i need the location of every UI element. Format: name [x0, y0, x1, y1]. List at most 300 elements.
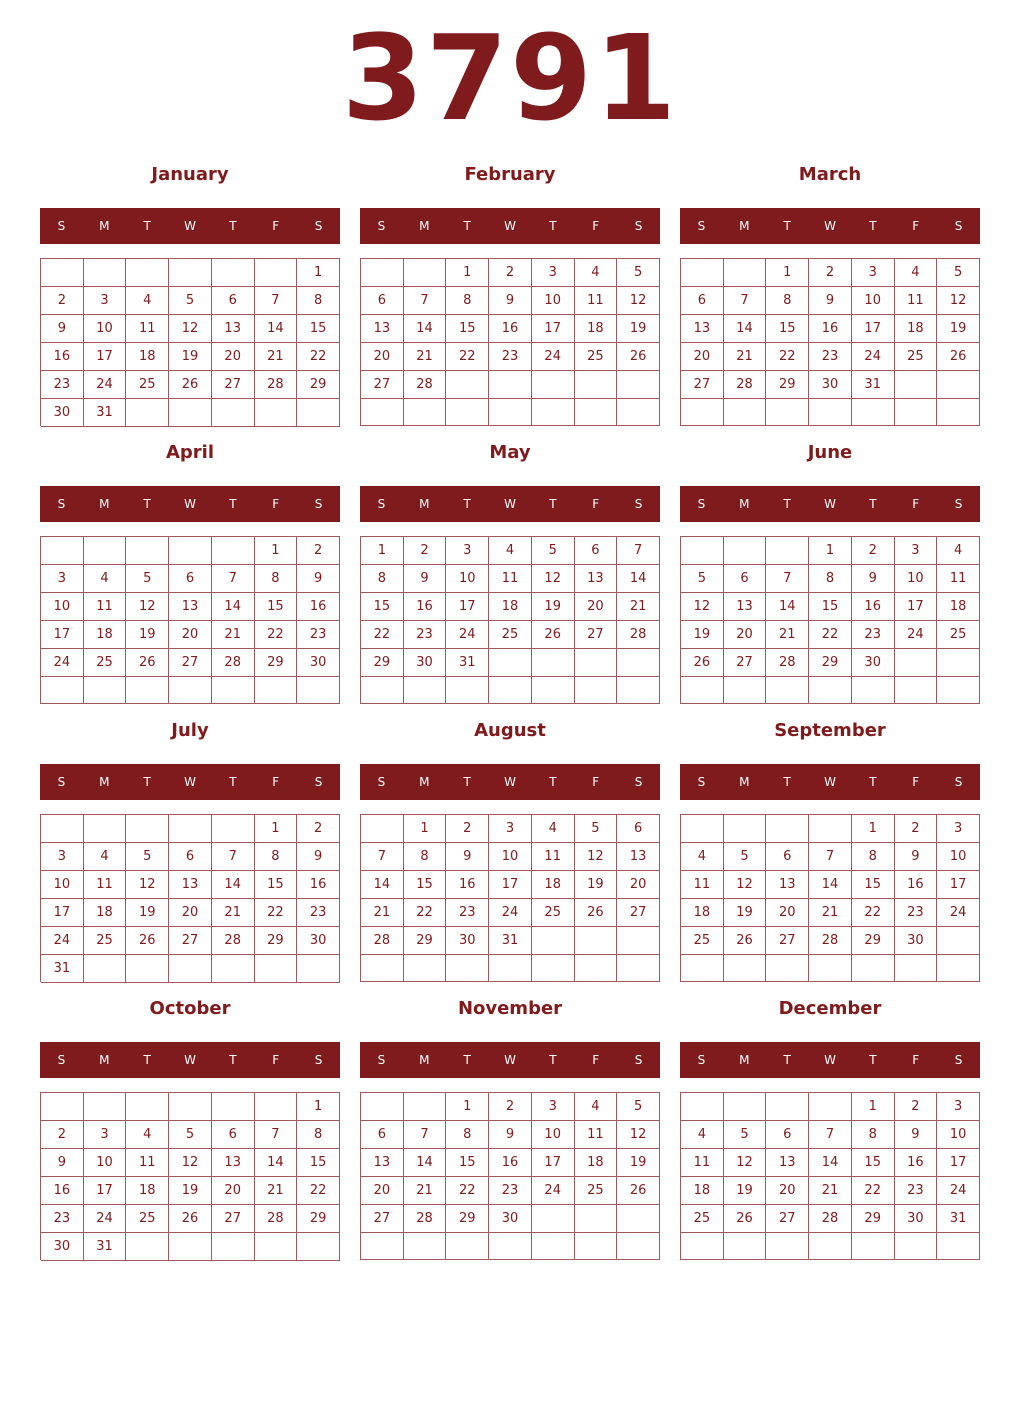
empty-day-cell: [126, 537, 169, 565]
empty-day-cell: [361, 1233, 404, 1260]
day-cell: 3: [852, 259, 895, 287]
empty-day-cell: [895, 399, 938, 426]
weekday-label: S: [954, 1053, 963, 1067]
empty-day-cell: [895, 677, 938, 704]
empty-day-cell: [41, 815, 84, 843]
day-cell: 4: [681, 843, 724, 871]
day-cell: 12: [937, 287, 980, 315]
weekday-label: M: [99, 497, 110, 511]
day-cell: 20: [212, 1177, 255, 1205]
month-september: [680, 716, 980, 948]
weekday-label: T: [143, 775, 151, 789]
day-cell: 18: [84, 899, 127, 927]
day-cell: 7: [255, 1121, 298, 1149]
day-cell: 7: [404, 287, 447, 315]
day-cell: 30: [852, 649, 895, 677]
empty-day-cell: [297, 399, 340, 427]
day-cell: 6: [575, 537, 618, 565]
empty-day-cell: [766, 955, 809, 982]
day-cell: 5: [681, 565, 724, 593]
empty-day-cell: [255, 259, 298, 287]
weekday-label: S: [314, 775, 323, 789]
empty-day-cell: [532, 955, 575, 982]
day-cell: 18: [895, 315, 938, 343]
day-cell: 22: [852, 899, 895, 927]
day-cell: 14: [724, 315, 767, 343]
day-cell: 15: [446, 1149, 489, 1177]
weekday-header: [360, 208, 660, 244]
empty-day-cell: [126, 677, 169, 704]
day-cell: 28: [361, 927, 404, 955]
day-cell: 16: [895, 871, 938, 899]
empty-day-cell: [212, 815, 255, 843]
empty-day-cell: [361, 955, 404, 982]
day-cell: 11: [681, 871, 724, 899]
day-cell: 17: [937, 1149, 980, 1177]
day-cell: 29: [404, 927, 447, 955]
day-cell: 10: [532, 287, 575, 315]
day-cell: 19: [169, 1177, 212, 1205]
day-cell: 10: [41, 593, 84, 621]
day-cell: 23: [895, 1177, 938, 1205]
day-cell: 5: [617, 1093, 660, 1121]
day-cell: 30: [446, 927, 489, 955]
empty-day-cell: [169, 677, 212, 704]
day-cell: 3: [895, 537, 938, 565]
empty-day-cell: [297, 677, 340, 704]
weekday-label: T: [143, 497, 151, 511]
day-cell: 21: [255, 1177, 298, 1205]
empty-day-cell: [895, 955, 938, 982]
empty-day-cell: [681, 1233, 724, 1260]
empty-day-cell: [852, 1233, 895, 1260]
empty-day-cell: [852, 677, 895, 704]
day-cell: 25: [575, 1177, 618, 1205]
day-cell: 24: [895, 621, 938, 649]
day-cell: 23: [852, 621, 895, 649]
day-cell: 13: [575, 565, 618, 593]
empty-day-cell: [809, 815, 852, 843]
day-cell: 26: [724, 1205, 767, 1233]
empty-day-cell: [361, 1093, 404, 1121]
day-cell: 7: [212, 565, 255, 593]
empty-day-cell: [404, 955, 447, 982]
day-cell: 2: [895, 1093, 938, 1121]
weekday-label: T: [143, 219, 151, 233]
day-cell: 15: [404, 871, 447, 899]
weekday-label: S: [697, 219, 706, 233]
day-cell: 10: [446, 565, 489, 593]
empty-day-cell: [681, 259, 724, 287]
weekday-label: F: [592, 497, 600, 511]
day-cell: 14: [766, 593, 809, 621]
weekday-label: S: [57, 497, 66, 511]
day-cell: 16: [297, 593, 340, 621]
weekday-label: W: [504, 775, 516, 789]
day-cell: 23: [446, 899, 489, 927]
weekday-label: S: [634, 497, 643, 511]
day-cell: 25: [84, 649, 127, 677]
empty-day-cell: [297, 1233, 340, 1261]
empty-day-cell: [766, 537, 809, 565]
day-cell: 19: [681, 621, 724, 649]
weekday-label: W: [184, 497, 196, 511]
day-cell: 11: [895, 287, 938, 315]
day-cell: 16: [895, 1149, 938, 1177]
empty-day-cell: [532, 399, 575, 426]
weekday-label: T: [869, 497, 877, 511]
day-cell: 28: [255, 371, 298, 399]
day-cell: 15: [255, 871, 298, 899]
empty-day-cell: [895, 649, 938, 677]
day-cell: 8: [404, 843, 447, 871]
weekday-header: [360, 1042, 660, 1078]
day-cell: 20: [169, 621, 212, 649]
weekday-label: T: [783, 219, 791, 233]
weekday-label: T: [463, 775, 471, 789]
empty-day-cell: [361, 259, 404, 287]
empty-day-cell: [84, 537, 127, 565]
weekday-label: T: [229, 1053, 237, 1067]
empty-day-cell: [446, 1233, 489, 1260]
day-cell: 2: [809, 259, 852, 287]
day-cell: 14: [809, 871, 852, 899]
day-cell: 27: [681, 371, 724, 399]
month-name: January: [151, 164, 229, 185]
day-cell: 8: [255, 565, 298, 593]
day-cell: 23: [489, 343, 532, 371]
day-cell: 19: [724, 1177, 767, 1205]
day-cell: 1: [297, 259, 340, 287]
day-cell: 22: [361, 621, 404, 649]
empty-day-cell: [766, 1093, 809, 1121]
day-cell: 25: [575, 343, 618, 371]
day-cell: 31: [446, 649, 489, 677]
empty-day-cell: [617, 677, 660, 704]
empty-day-cell: [809, 955, 852, 982]
day-cell: 17: [937, 871, 980, 899]
day-cell: 28: [212, 649, 255, 677]
weekday-label: F: [592, 775, 600, 789]
weekday-label: T: [463, 1053, 471, 1067]
day-grid: [360, 258, 660, 426]
day-cell: 1: [255, 815, 298, 843]
day-cell: 25: [681, 927, 724, 955]
day-cell: 30: [41, 399, 84, 427]
empty-day-cell: [126, 1093, 169, 1121]
empty-day-cell: [809, 1093, 852, 1121]
empty-day-cell: [724, 259, 767, 287]
day-cell: 28: [766, 649, 809, 677]
empty-day-cell: [84, 955, 127, 983]
empty-day-cell: [489, 399, 532, 426]
day-grid: [40, 814, 340, 982]
day-cell: 24: [532, 343, 575, 371]
day-cell: 16: [446, 871, 489, 899]
empty-day-cell: [446, 371, 489, 399]
day-cell: 13: [169, 593, 212, 621]
day-cell: 5: [169, 287, 212, 315]
day-cell: 7: [404, 1121, 447, 1149]
day-cell: 17: [532, 1149, 575, 1177]
day-cell: 26: [169, 371, 212, 399]
day-cell: 21: [617, 593, 660, 621]
empty-day-cell: [212, 1233, 255, 1261]
day-cell: 7: [809, 1121, 852, 1149]
day-cell: 23: [297, 899, 340, 927]
day-cell: 5: [126, 843, 169, 871]
empty-day-cell: [212, 1093, 255, 1121]
day-cell: 7: [809, 843, 852, 871]
day-cell: 2: [404, 537, 447, 565]
empty-day-cell: [255, 1233, 298, 1261]
day-cell: 24: [937, 1177, 980, 1205]
empty-day-cell: [937, 955, 980, 982]
month-name: November: [457, 998, 563, 1019]
month-october: [40, 994, 340, 1254]
month-name: December: [778, 998, 882, 1019]
day-cell: 22: [255, 621, 298, 649]
empty-day-cell: [169, 537, 212, 565]
day-cell: 30: [895, 927, 938, 955]
weekday-label: S: [314, 497, 323, 511]
day-cell: 21: [404, 1177, 447, 1205]
weekday-header: [40, 208, 340, 244]
day-cell: 15: [255, 593, 298, 621]
day-cell: 19: [575, 871, 618, 899]
day-cell: 31: [852, 371, 895, 399]
day-cell: 23: [404, 621, 447, 649]
day-cell: 1: [852, 815, 895, 843]
day-cell: 18: [489, 593, 532, 621]
day-cell: 1: [446, 259, 489, 287]
weekday-label: M: [99, 1053, 110, 1067]
day-cell: 15: [297, 315, 340, 343]
weekday-label: W: [824, 497, 836, 511]
day-cell: 29: [766, 371, 809, 399]
day-cell: 20: [766, 1177, 809, 1205]
day-cell: 23: [809, 343, 852, 371]
day-cell: 27: [169, 927, 212, 955]
weekday-label: S: [697, 1053, 706, 1067]
day-cell: 14: [255, 1149, 298, 1177]
day-cell: 1: [361, 537, 404, 565]
day-cell: 26: [126, 649, 169, 677]
month-name: August: [474, 720, 546, 741]
day-cell: 29: [852, 927, 895, 955]
day-cell: 11: [489, 565, 532, 593]
empty-day-cell: [575, 371, 618, 399]
empty-day-cell: [617, 955, 660, 982]
weekday-label: M: [99, 775, 110, 789]
empty-day-cell: [489, 371, 532, 399]
day-cell: 26: [617, 1177, 660, 1205]
day-cell: 8: [297, 1121, 340, 1149]
empty-day-cell: [766, 677, 809, 704]
day-cell: 13: [361, 315, 404, 343]
day-cell: 11: [575, 1121, 618, 1149]
day-cell: 14: [361, 871, 404, 899]
empty-day-cell: [724, 399, 767, 426]
day-cell: 6: [766, 1121, 809, 1149]
day-cell: 12: [169, 315, 212, 343]
empty-day-cell: [617, 927, 660, 955]
day-cell: 17: [41, 621, 84, 649]
empty-day-cell: [809, 1233, 852, 1260]
empty-day-cell: [681, 815, 724, 843]
weekday-label: W: [504, 497, 516, 511]
weekday-label: S: [314, 219, 323, 233]
day-cell: 2: [41, 287, 84, 315]
day-cell: 17: [532, 315, 575, 343]
day-cell: 25: [126, 371, 169, 399]
day-cell: 2: [297, 815, 340, 843]
weekday-label: T: [549, 775, 557, 789]
empty-day-cell: [681, 1093, 724, 1121]
month-may: [360, 438, 660, 670]
empty-day-cell: [681, 399, 724, 426]
weekday-header: [40, 764, 340, 800]
day-cell: 14: [255, 315, 298, 343]
day-cell: 6: [169, 843, 212, 871]
day-cell: 13: [212, 1149, 255, 1177]
weekday-label: F: [272, 1053, 280, 1067]
day-grid: [40, 1092, 340, 1260]
empty-day-cell: [937, 371, 980, 399]
day-cell: 10: [532, 1121, 575, 1149]
weekday-label: T: [783, 1053, 791, 1067]
day-cell: 10: [84, 315, 127, 343]
day-cell: 7: [255, 287, 298, 315]
day-cell: 25: [84, 927, 127, 955]
day-cell: 8: [446, 287, 489, 315]
empty-day-cell: [617, 371, 660, 399]
day-cell: 17: [84, 343, 127, 371]
month-name: March: [798, 164, 862, 185]
day-cell: 1: [297, 1093, 340, 1121]
weekday-label: W: [184, 1053, 196, 1067]
day-cell: 17: [41, 899, 84, 927]
day-cell: 12: [126, 871, 169, 899]
empty-day-cell: [532, 677, 575, 704]
weekday-label: F: [912, 775, 920, 789]
day-cell: 20: [724, 621, 767, 649]
day-cell: 6: [212, 1121, 255, 1149]
empty-day-cell: [361, 677, 404, 704]
day-cell: 29: [255, 649, 298, 677]
month-april: [40, 438, 340, 670]
weekday-label: T: [229, 497, 237, 511]
empty-day-cell: [361, 399, 404, 426]
month-name: April: [165, 442, 215, 463]
day-cell: 9: [489, 287, 532, 315]
day-cell: 10: [84, 1149, 127, 1177]
day-cell: 17: [489, 871, 532, 899]
empty-day-cell: [446, 399, 489, 426]
day-cell: 22: [852, 1177, 895, 1205]
weekday-label: M: [739, 775, 750, 789]
weekday-label: S: [377, 219, 386, 233]
day-cell: 24: [41, 649, 84, 677]
empty-day-cell: [617, 399, 660, 426]
day-cell: 21: [724, 343, 767, 371]
day-cell: 30: [41, 1233, 84, 1261]
day-cell: 25: [937, 621, 980, 649]
day-cell: 7: [766, 565, 809, 593]
empty-day-cell: [255, 955, 298, 983]
empty-day-cell: [724, 537, 767, 565]
weekday-label: W: [504, 219, 516, 233]
empty-day-cell: [617, 649, 660, 677]
day-cell: 21: [212, 899, 255, 927]
day-cell: 4: [532, 815, 575, 843]
day-cell: 21: [361, 899, 404, 927]
empty-day-cell: [575, 677, 618, 704]
weekday-label: S: [697, 775, 706, 789]
day-cell: 28: [809, 1205, 852, 1233]
weekday-label: T: [549, 497, 557, 511]
weekday-label: T: [549, 1053, 557, 1067]
day-cell: 15: [809, 593, 852, 621]
weekday-label: W: [184, 219, 196, 233]
day-cell: 15: [766, 315, 809, 343]
empty-day-cell: [809, 399, 852, 426]
empty-day-cell: [532, 1205, 575, 1233]
day-cell: 27: [575, 621, 618, 649]
empty-day-cell: [41, 259, 84, 287]
day-cell: 2: [489, 259, 532, 287]
day-cell: 14: [404, 315, 447, 343]
day-cell: 26: [126, 927, 169, 955]
empty-day-cell: [361, 815, 404, 843]
day-cell: 13: [169, 871, 212, 899]
day-grid: [40, 536, 340, 704]
weekday-label: T: [549, 219, 557, 233]
day-cell: 4: [575, 1093, 618, 1121]
day-cell: 28: [404, 371, 447, 399]
empty-day-cell: [681, 955, 724, 982]
day-cell: 22: [446, 343, 489, 371]
day-cell: 6: [724, 565, 767, 593]
day-cell: 11: [126, 1149, 169, 1177]
day-cell: 14: [809, 1149, 852, 1177]
month-february: [360, 160, 660, 392]
weekday-label: W: [824, 219, 836, 233]
weekday-label: M: [99, 219, 110, 233]
day-cell: 22: [255, 899, 298, 927]
day-cell: 29: [297, 1205, 340, 1233]
day-cell: 27: [724, 649, 767, 677]
month-november: [360, 994, 660, 1226]
day-cell: 21: [809, 1177, 852, 1205]
empty-day-cell: [575, 649, 618, 677]
day-cell: 14: [212, 871, 255, 899]
day-cell: 1: [404, 815, 447, 843]
weekday-header: [680, 486, 980, 522]
weekday-label: M: [419, 775, 430, 789]
day-cell: 10: [489, 843, 532, 871]
day-cell: 11: [681, 1149, 724, 1177]
day-cell: 10: [895, 565, 938, 593]
month-august: [360, 716, 660, 948]
weekday-label: W: [504, 1053, 516, 1067]
day-cell: 27: [766, 1205, 809, 1233]
day-cell: 3: [41, 565, 84, 593]
day-cell: 20: [212, 343, 255, 371]
day-cell: 4: [126, 287, 169, 315]
weekday-label: S: [57, 1053, 66, 1067]
day-cell: 5: [575, 815, 618, 843]
